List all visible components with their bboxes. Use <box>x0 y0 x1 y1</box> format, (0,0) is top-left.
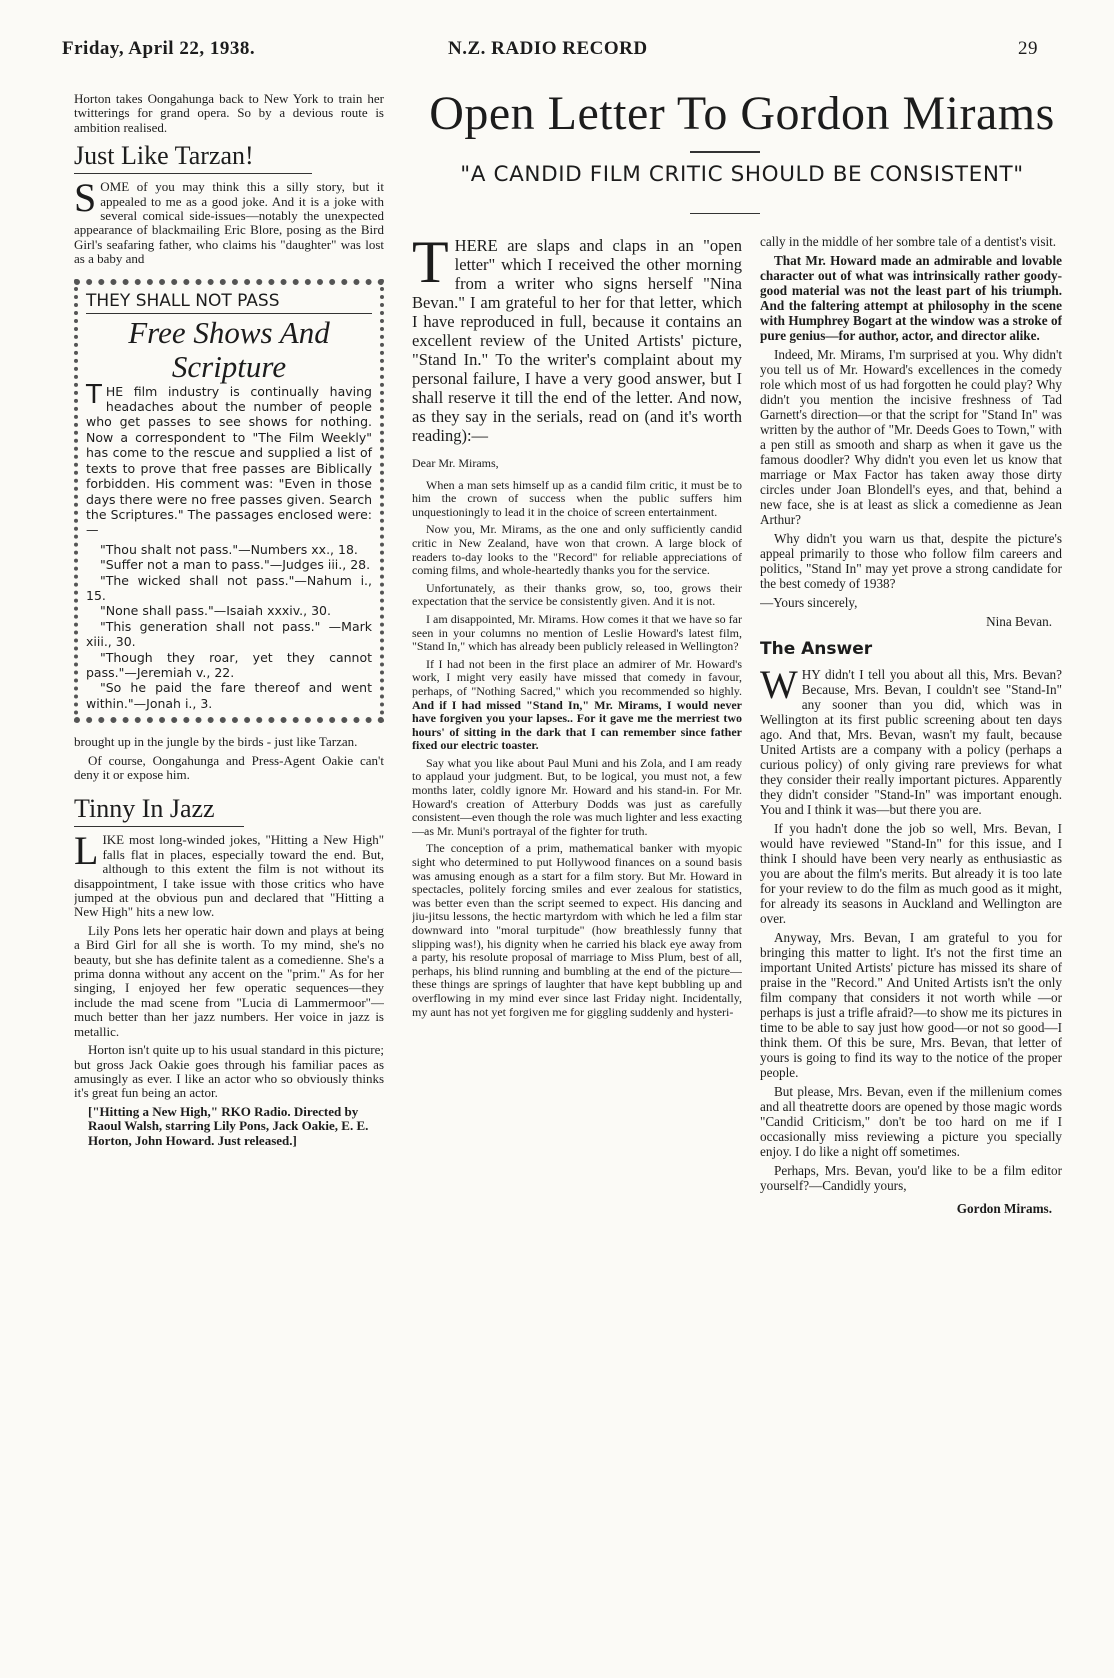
letter-body <box>412 457 742 1019</box>
box-body <box>86 379 372 538</box>
title-rule <box>690 151 760 153</box>
letter-paragraph: When a man sets himself up as a candid film critic, it must be to him the crown of success when the public suffers him unquestioningly to lead it in the choice of screen entertainment. <box>412 477 742 519</box>
letter-5-plain: If I had not been in the first place an admirer of Mr. Howard's work, I might very easily have missed that comedy in favour, perhaps, of "Nothing Sacred," which you recommended so highly. <box>412 656 742 698</box>
box-dropcap: T <box>86 379 102 410</box>
box-quote: "Thou shalt not pass."—Numbers xx., 18. <box>100 541 358 557</box>
intro-paragraph: Horton takes Oongahunga back to New York to train her twitterings for grand opera. So by a devious route is ambition realised. <box>74 92 384 135</box>
tarzan-para-2: brought up in the jungle by the birds - just like Tarzan. <box>74 734 358 750</box>
letter-paragraph-9: Why didn't you warn us that, despite the picture's appeal primarily to those who follow film careers and politics, "Stand In" may yet prove a strong candidate for the best comedy of 1938? <box>760 531 1062 591</box>
letter-5-bold: And if I had missed "Stand In," Mr. Mirams, I would never have forgiven you your lapses.. For it gave me the merriest two hours' of sitting in the dark that I can remember since father fixed our electric toaster. <box>412 697 742 753</box>
answer-paragraph-1 <box>760 662 1062 817</box>
box-quote: "This generation shall not pass." —Mark xiii., 30. <box>86 618 372 650</box>
answer-paragraph: Anyway, Mrs. Bevan, I am grateful to you for bringing this matter to light. It's not the first time an important United Artists' picture has missed its share of praise in the "Record." And United Artists isn't the only film company that considers it not worth while —or perhaps is just a trifle afraid?—to show me its pictures in time to be able to say just how good—or not so good—I think them. Of this be sure, Mrs. Bevan, that letter of yours is going to find its way to the notice of the proper people. <box>760 930 1062 1080</box>
jazz-para-1-text: IKE most long-winded jokes, "Hitting a New High" falls flat in places, especially toward the end. But, although to this extent the film is not without its disappointment, I take issue with those critics who have jumped at the obvious pun and declared that "Hitting a New High" hits a new low. <box>74 832 384 920</box>
scripture-box <box>74 279 384 724</box>
subtitle-rule <box>690 213 760 214</box>
tarzan-dropcap: S <box>74 175 97 221</box>
box-quote: "So he paid the fare thereof and went within."—Jonah i., 3. <box>86 680 372 711</box>
tarzan-para-3: Of course, Oongahunga and Press-Agent Oakie can't deny it or expose him. <box>74 752 384 782</box>
letter-paragraph-6: Say what you like about Paul Muni and his Zola, and I am ready to applaud your judgment. But, to be logical, you must not, a few months later, coldly ignore Mr. Howard and his stand-in. For Mr. Howard's creation of Atterbury Dodds was just as carefully consistent—even though the role was much lighter and less exacting—as Mr. Muni's portrayal of the fighter for truth. <box>412 755 742 838</box>
left-column <box>74 92 384 1652</box>
jazz-para-3: Horton isn't quite up to his usual standard in this picture; but gross Jack Oakie goes through his familiar paces as amusingly as ever. I like an actor who so obviously thinks it's great fun being an actor. <box>74 1042 384 1101</box>
answer-paragraph: Perhaps, Mrs. Bevan, you'd like to be a film editor yourself?—Candidly yours, <box>760 1163 1062 1193</box>
letter-closing: —Yours sincerely, <box>760 595 858 610</box>
jazz-para-1 <box>74 828 384 920</box>
box-quote: "None shall pass."—Isaiah xxxiv., 30. <box>100 603 331 619</box>
letter-paragraph-7: The conception of a prim, mathematical banker with myopic sight who determined to put Hollywood finances on a sound basis was amusing enough as a start for a film story. But Mr. Howard in spectacles, politely forcing smiles and ever zealous for statistics, was better even than the script seemed to expect. His dancing and jiu-jitsu lessons, the hectic martyrdom with which he led a film star downward into "moral turpitude" (how breathlessly funny that slipping was!), his dignity when he carried his black eye away from a party, his resolute proposal of marriage to Miss Plum, best of all, perhaps, his blind running and bumbling at the end of the picture—these things are springs of laughter that have kept bubbling up and overflowing in my mind ever since last Friday night. Incidentally, my aunt has not yet forgiven me for giggling suddenly and hysteri- <box>412 841 742 1019</box>
box-quote: "Though they roar, yet they cannot pass."—Jeremiah v., 22. <box>86 649 372 680</box>
letter-paragraph: I am disappointed, Mr. Mirams. How comes it that we have so far seen in your columns no mention of Leslie Howard's latest film, "Stand In," which has already been publicly released in Wellington? <box>412 611 742 654</box>
article-title: Open Letter To Gordon Mirams <box>429 87 1055 140</box>
article-subtitle: "A CANDID FILM CRITIC SHOULD BE CONSISTENT" <box>460 162 1024 187</box>
letter-paragraph-5 <box>412 658 742 753</box>
jazz-dropcap: L <box>74 828 99 874</box>
answer-heading: The Answer <box>760 639 873 659</box>
answer-paragraph-1-text: HY didn't I tell you about all this, Mrs. Bevan? Because, Mrs. Bevan, I couldn't see "Stand-In" any sooner than you did, which was in Wellington at its first public screening about ten days ago. And that, Mrs. Bevan, wasn't my fault, because United Artists are a company with a policy (perhaps a curious policy) of only giving rare previews for what they consider their really important pictures. Apparently they didn't consider "Stand-In" was important enough. You and I think it was—but there you are. <box>760 667 1062 817</box>
letter-paragraph: Now you, Mr. Mirams, as the one and only sufficiently candid critic in New Zealand, have won that crown. A large block of readers to-day looks to the "Record" for reliable appreciations of coming films, and whole-heartedly thanks you for the service. <box>412 522 742 578</box>
lead-paragraph <box>412 236 742 445</box>
tarzan-para-1-text: OME of you may think this a silly story, but it appealed to me as a good joke. And it is a joke with several comical side-issues—notably the unexpected appearance of blackmailing Eric Blore, posing as the Bird Girl's seafaring father, who claims his "daughter" was lost as a baby and <box>74 179 384 267</box>
film-credits: ["Hitting a New High," RKO Radio. Directed by Raoul Walsh, starring Lily Pons, Jack Oakie, E. E. Horton, John Howard. Just released.] <box>88 1103 369 1148</box>
header-page-number: 29 <box>1018 38 1038 59</box>
answer-paragraph: But please, Mrs. Bevan, even if the millenium comes and all theatrette doors are opened by those magic words "Candid Criticism," don't be too hard on me if I occasionally miss reviewing a picture you specially enjoy. I do like a night off sometimes. <box>760 1084 1062 1159</box>
tarzan-para-1 <box>74 175 384 267</box>
lead-dropcap: T <box>412 236 449 295</box>
jazz-heading: Tinny In Jazz <box>74 794 244 827</box>
box-quote: "The wicked shall not pass."—Nahum i., 15. <box>86 572 372 603</box>
letter-continuation: cally in the middle of her sombre tale of a dentist's visit. <box>760 234 1057 249</box>
salutation: Dear Mr. Mirams, <box>412 456 499 470</box>
box-kicker: THEY SHALL NOT PASS <box>86 291 372 314</box>
box-body-text: HE film industry is continually having headaches about the number of people who get passes to see shows for nothing. Now a correspondent to "The Film Weekly" has come to the rescue and supplied a list of texts to prove that free passes are Biblically forbidden. His comment was: "Even in those days there were no free passes given. Search the Scriptures." The passages enclosed were:— <box>86 383 372 538</box>
lead-text: HERE are slaps and claps in an "open letter" which I received the other morning from a writer who signs herself "Nina Bevan." I am grateful to her for that letter, which I have reproduced in full, because it contains an excellent review of the United Artists' picture, "Stand In." To the writer's complaint about my personal failure, I have a very good answer, but I shall reserve it till the end of the letter. And now, as they say in the serials, read on (and it's worth reading):— <box>412 236 742 445</box>
letter-paragraph: Unfortunately, as their thanks grow, so, too, grows their expectation that the service be consistently given. And it is not. <box>412 580 742 609</box>
letter-paragraph-8: Indeed, Mr. Mirams, I'm surprised at you. Why didn't you tell us of Mr. Howard's excellences in the comedy role which most of us had forgotten he could play? Why didn't you mention the incisive freshness of Tad Garnett's direction—or that the script for "Stand In" was written by the author of "Mr. Deeds Goes to Town," with a pen still as smooth and sharp as when it gave us the famous doodler? Why didn't you even let us know that marriage or Max Factor has taken away those dirty circles under Joan Blondell's eyes, and that, behind a new face, she is at least as slick a comedienne as Jean Arthur? <box>760 347 1062 527</box>
author-signature: Gordon Mirams. <box>956 1201 1052 1216</box>
box-title: Free Shows And Scripture <box>128 314 330 384</box>
letter-bold-paragraph: That Mr. Howard made an admirable and lovable character out of what was intrinsically rather goody-good material was not the least part of his triumph. And the faltering attempt at philosophy in the scene with Humphrey Bogart at the window was a stroke of pure genius—for author, actor, and director alike. <box>760 253 1062 343</box>
header-date: Friday, April 22, 1938. <box>62 38 256 59</box>
letter-signature: Nina Bevan. <box>986 614 1052 629</box>
header-publication: N.Z. RADIO RECORD <box>448 38 648 59</box>
answer-paragraph: If you hadn't done the job so well, Mrs. Bevan, I would have reviewed "Stand-In" for this issue, and I think I should have been very nearly as enthusiastic as you are about the film's merits. But already it is too late for your review to do the film as much good as it might, for already its seasons in Auckland and Wellington are over. <box>760 821 1062 926</box>
jazz-para-2: Lily Pons lets her operatic hair down and plays at being a Bird Girl for all she is worth. To my mind, she's no beauty, but she has definite talent as a comedienne. She's a prima donna without any accent on the "prim." As for her singing, I enjoyed her few operatic sequences—they include the mad scene from "Lucia di Lammermoor"—much better than her jazz numbers. Her voice in jazz is metallic. <box>74 922 384 1039</box>
answer-dropcap: W <box>760 662 798 707</box>
box-quote: "Suffer not a man to pass."—Judges iii., 28. <box>100 557 371 573</box>
middle-column <box>412 236 742 1678</box>
right-column <box>760 234 1062 1678</box>
tarzan-heading: Just Like Tarzan! <box>74 141 312 174</box>
